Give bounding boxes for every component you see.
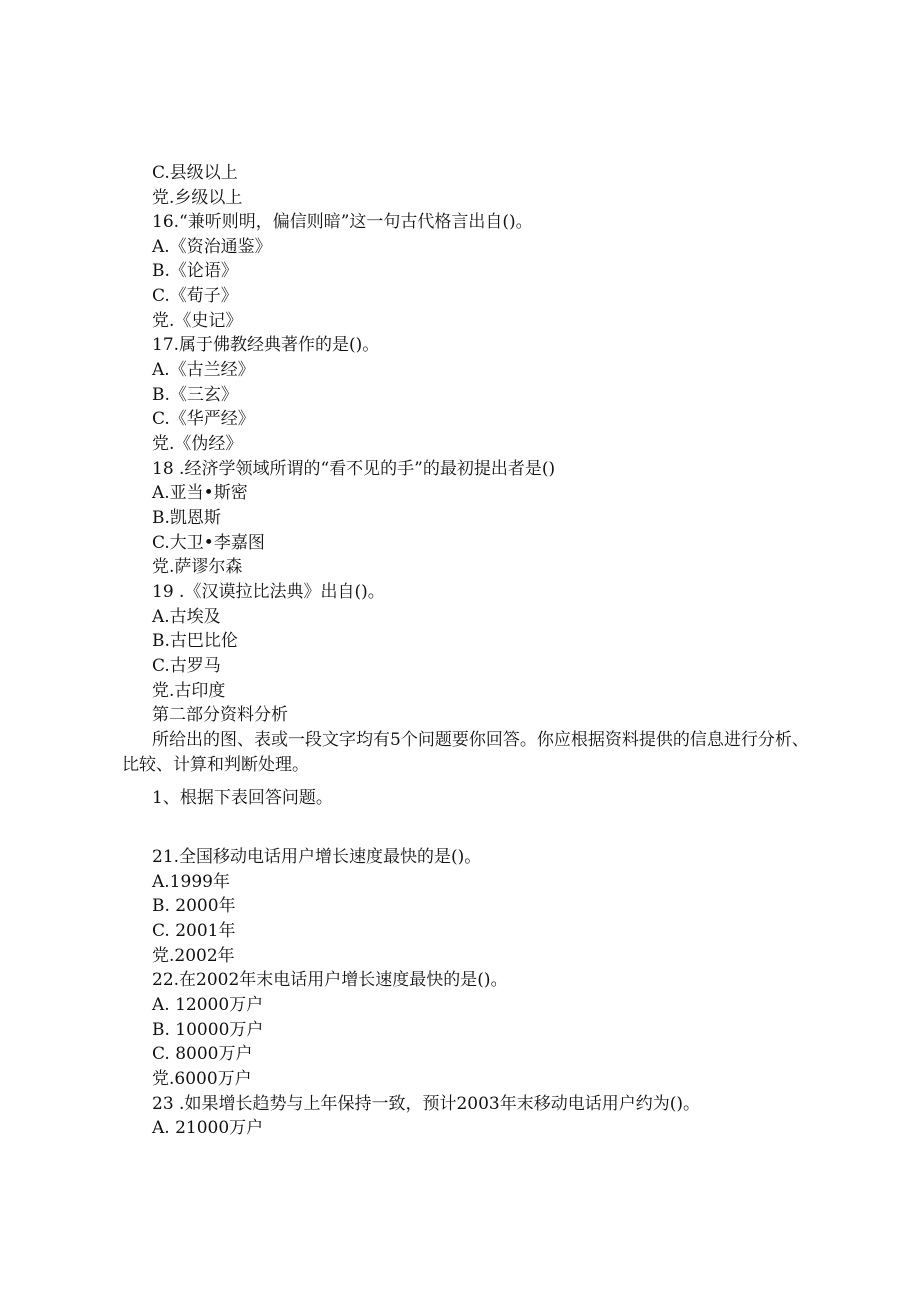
question-16: 16.“兼听则明，偏信则暗”这一句古代格言出自()。: [152, 212, 533, 232]
q16-option-a: A.《资治通鉴》: [152, 237, 272, 257]
q19-option-d: 党.古印度: [152, 681, 226, 701]
q17-option-d: 党.《伪经》: [152, 434, 243, 454]
q22-option-b: B. 10000万户: [152, 1020, 264, 1040]
section-heading: 第二部分资料分析: [152, 705, 288, 725]
q22-option-c: C. 8000万户: [152, 1044, 253, 1064]
section-description: 所给出的图、表或一段文字均有5个问题要你回答。你应根据资料提供的信息进行分析、比较、计算和判断处理。: [122, 730, 809, 775]
option-c-county: C.县级以上: [152, 163, 238, 183]
table-instruction: 1、根据下表回答问题。: [152, 788, 333, 808]
q21-option-a: A.1999年: [152, 872, 230, 892]
q16-option-d: 党.《史记》: [152, 311, 243, 331]
option-d-township: 党.乡级以上: [152, 188, 243, 208]
q23-option-a: A. 21000万户: [152, 1118, 264, 1138]
question-18: 18 .经济学领域所谓的“看不见的手”的最初提出者是(): [152, 459, 556, 479]
q16-option-c: C.《荀子》: [152, 286, 238, 306]
q19-option-c: C.古罗马: [152, 656, 221, 676]
q21-option-d: 党.2002年: [152, 946, 235, 966]
q21-option-c: C. 2001年: [152, 921, 236, 941]
q18-option-a: A.亚当•斯密: [152, 483, 248, 503]
q16-option-b: B.《论语》: [152, 261, 238, 281]
q19-option-a: A.古埃及: [152, 607, 221, 627]
q17-option-c: C.《华严经》: [152, 409, 255, 429]
question-17: 17.属于佛教经典著作的是()。: [152, 335, 380, 355]
question-22: 22.在2002年末电话用户增长速度最快的是()。: [152, 970, 508, 990]
question-21: 21.全国移动电话用户增长速度最快的是()。: [152, 847, 482, 867]
q17-option-b: B.《三玄》: [152, 385, 238, 405]
q22-option-a: A. 12000万户: [152, 995, 264, 1015]
q17-option-a: A.《古兰经》: [152, 360, 255, 380]
q19-option-b: B.古巴比伦: [152, 631, 238, 651]
question-23: 23 .如果增长趋势与上年保持一致，预计2003年末移动电话用户约为()。: [152, 1094, 700, 1114]
q18-option-b: B.凯恩斯: [152, 508, 221, 528]
q18-option-d: 党.萨谬尔森: [152, 557, 243, 577]
q21-option-b: B. 2000年: [152, 896, 236, 916]
question-19: 19 .《汉谟拉比法典》出自()。: [152, 582, 385, 602]
q22-option-d: 党.6000万户: [152, 1069, 252, 1089]
q18-option-c: C.大卫•李嘉图: [152, 533, 265, 553]
